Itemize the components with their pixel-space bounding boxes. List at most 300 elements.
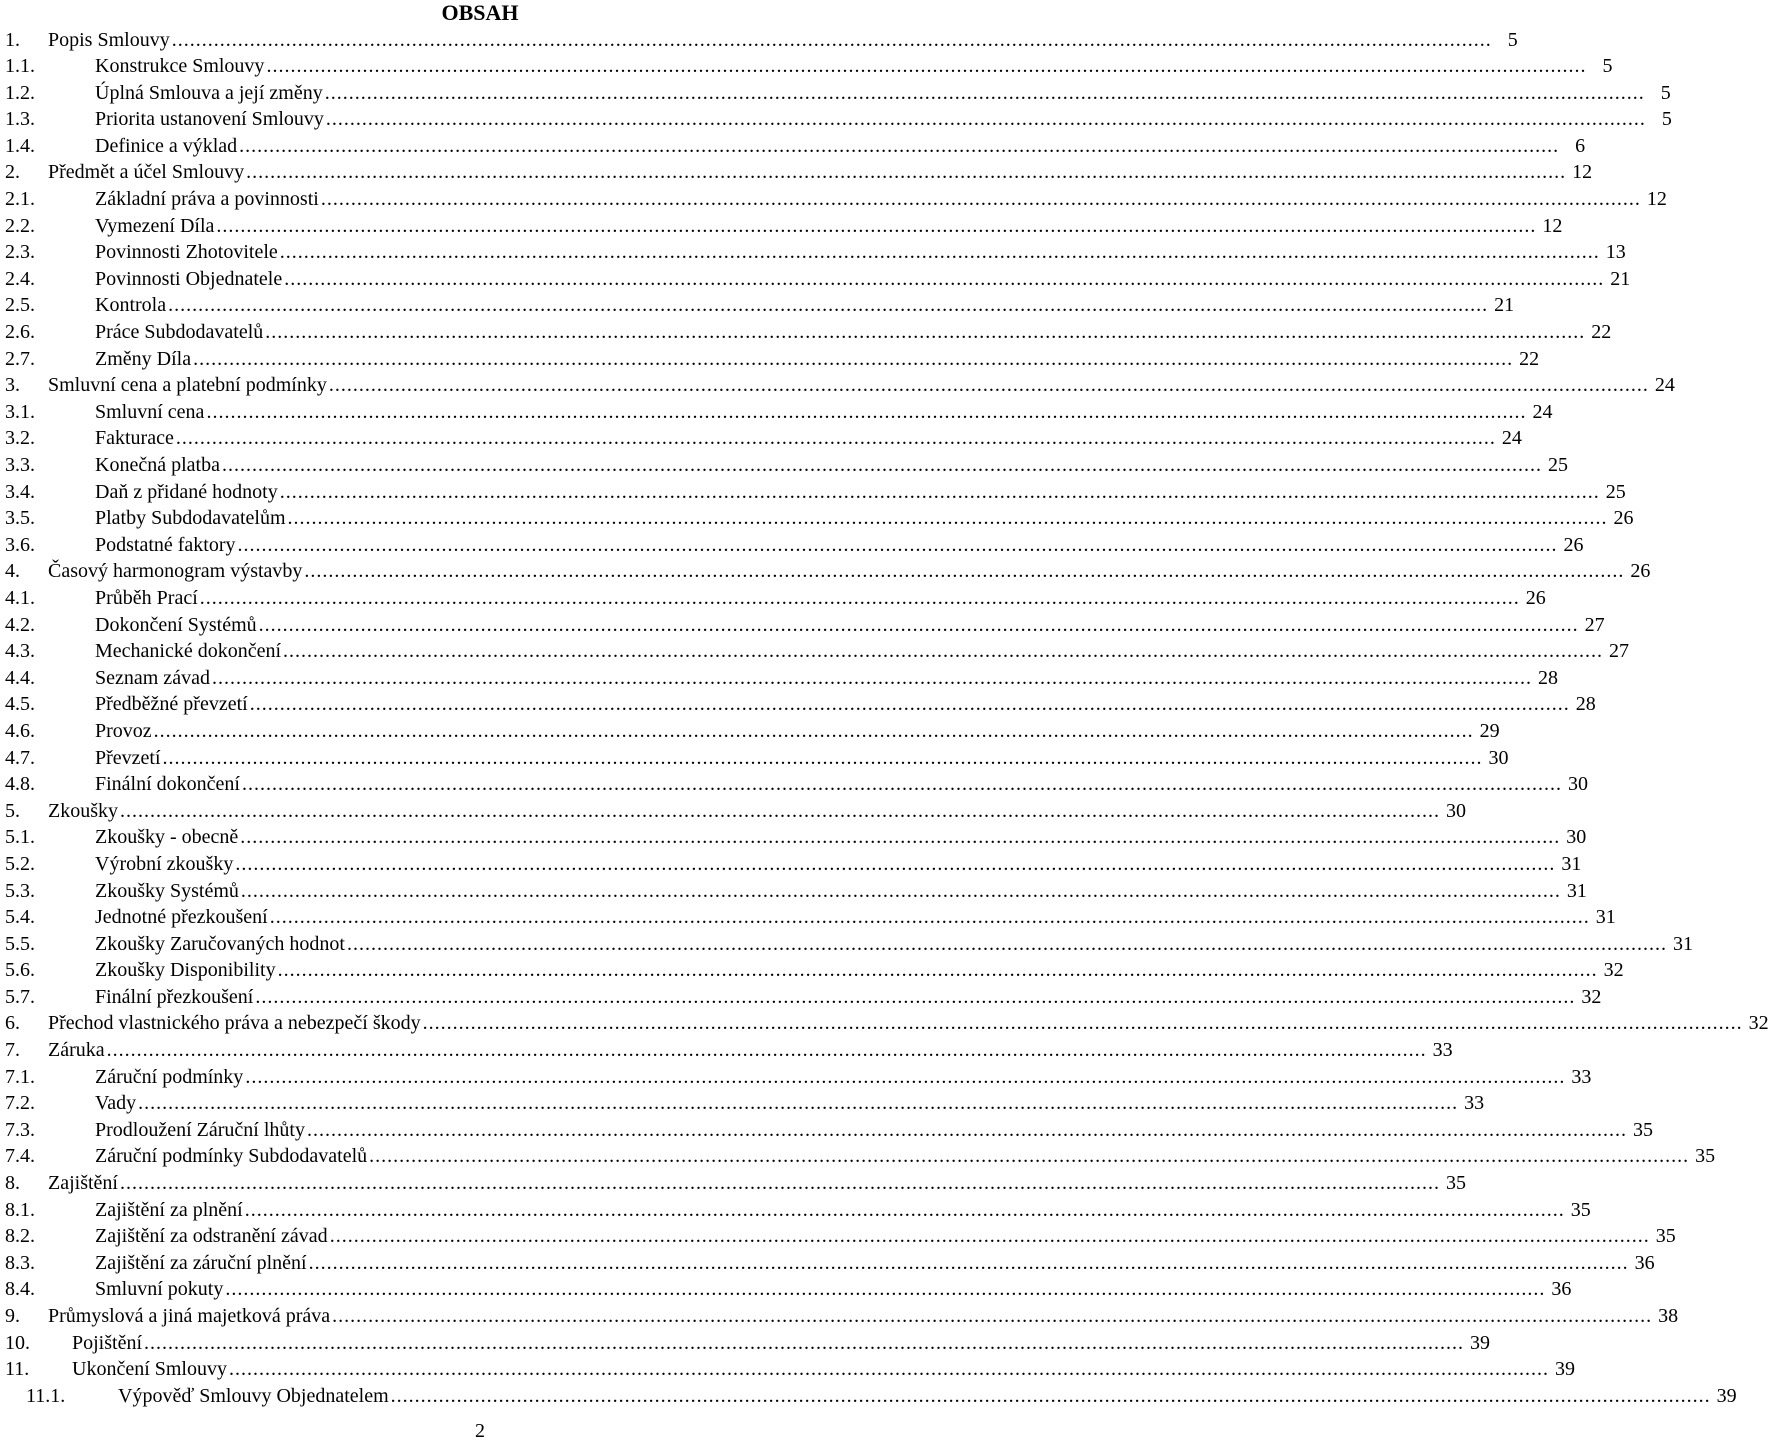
toc-entry[interactable]: [0, 425, 1522, 452]
toc-dot-leader: ............................................................................................................................................................................................................................: [266, 55, 1587, 78]
toc-entry-page: 32: [1581, 985, 1602, 1008]
toc-entry-body: [48, 159, 1593, 186]
toc-dot-leader: ............................................................................................................................................................................................................................: [171, 28, 1492, 51]
toc-entry-body: [95, 612, 1605, 639]
toc-entry-body: [95, 1090, 1485, 1117]
toc-entry-body: [95, 186, 1667, 213]
toc-entry[interactable]: [0, 904, 1616, 931]
toc-dot-leader: ............................................................................................................................................................................................................................: [168, 294, 1489, 317]
toc-entry[interactable]: [0, 585, 1546, 612]
toc-dot-leader: ............................................................................................................................................................................................................................: [308, 1251, 1629, 1274]
toc-entry[interactable]: [0, 1223, 1676, 1250]
toc-entry[interactable]: [0, 984, 1602, 1011]
toc-entry-label: Průmyslová a jiná majetková práva: [48, 1305, 331, 1327]
toc-entry-body: [95, 931, 1693, 958]
toc-entry-body: [72, 1356, 1575, 1383]
toc-entry[interactable]: [0, 213, 1563, 240]
toc-entry[interactable]: [0, 239, 1626, 266]
toc-entry-body: [95, 213, 1563, 240]
toc-entry-label: Zkoušky: [48, 799, 118, 822]
toc-entry-number: 8.4.: [5, 1278, 35, 1301]
toc-entry-body: [95, 824, 1587, 851]
toc-entry-label: Zajištění za plnění: [95, 1198, 243, 1221]
toc-entry-body: [95, 1117, 1653, 1144]
toc-entry-label: Zajištění za odstranění závad: [95, 1225, 328, 1248]
toc-dot-leader: ............................................................................................................................................................................................................................: [328, 374, 1649, 397]
toc-dot-leader: ............................................................................................................................................................................................................................: [306, 1118, 1627, 1141]
toc-entry-body: [48, 558, 1651, 585]
toc-dot-leader: ............................................................................................................................................................................................................................: [279, 480, 1600, 503]
toc-entry-page: 25: [1605, 480, 1626, 503]
toc-entry-number: 2.5.: [5, 294, 35, 317]
toc-entry[interactable]: [0, 798, 1466, 825]
toc-dot-leader: ............................................................................................................................................................................................................................: [106, 1039, 1427, 1062]
toc-entry-number: 5.1.: [5, 826, 35, 849]
toc-entry-page: 29: [1479, 719, 1500, 742]
toc-entry[interactable]: [0, 931, 1693, 958]
toc-entry-label: Předběžné převzetí: [95, 693, 248, 716]
toc-entry[interactable]: [0, 346, 1540, 373]
toc-entry-label: Fakturace: [95, 427, 174, 450]
toc-dot-leader: ............................................................................................................................................................................................................................: [193, 347, 1514, 370]
toc-entry[interactable]: [0, 1250, 1655, 1277]
toc-entry-page: 6: [1575, 134, 1586, 157]
toc-entry-page: 31: [1595, 906, 1616, 929]
toc-entry[interactable]: [0, 133, 1586, 160]
toc-entry-page: 5: [1507, 28, 1518, 51]
toc-dot-leader: ............................................................................................................................................................................................................................: [120, 799, 1440, 822]
toc-entry[interactable]: [0, 638, 1630, 665]
toc-entry-page: 30: [1567, 773, 1588, 796]
toc-entry-number: 3.4.: [5, 480, 35, 503]
toc-entry-page: 31: [1561, 852, 1582, 875]
toc-entry-label: Záruční podmínky: [95, 1065, 244, 1088]
toc-entry[interactable]: [0, 53, 1613, 80]
toc-entry-label: Smluvní pokuty: [95, 1278, 224, 1301]
toc-dot-leader: ............................................................................................................................................................................................................................: [304, 560, 1625, 583]
toc-entry-label: Zajištění za záruční plnění: [95, 1251, 307, 1274]
toc-entry-number: 2.7.: [5, 347, 35, 370]
toc-entry[interactable]: [0, 372, 1675, 399]
toc-entry-page: 26: [1613, 507, 1634, 530]
toc-entry[interactable]: [0, 771, 1588, 798]
toc-entry[interactable]: [0, 399, 1553, 426]
toc-entry-page: 36: [1634, 1251, 1655, 1274]
toc-entry-page: 27: [1584, 613, 1605, 636]
toc-entry-page: 25: [1547, 454, 1568, 476]
toc-dot-leader: ............................................................................................................................................................................................................................: [287, 507, 1608, 530]
toc-entry-number: 10.: [5, 1331, 30, 1354]
toc-entry[interactable]: [0, 957, 1624, 984]
toc-dot-leader: ............................................................................................................................................................................................................................: [249, 693, 1570, 716]
toc-entry-body: [95, 851, 1582, 878]
toc-dot-leader: ............................................................................................................................................................................................................................: [240, 879, 1561, 902]
toc-entry-number: 1.4.: [5, 134, 35, 157]
toc-entry-label: Vymezení Díla: [95, 214, 215, 237]
toc-entry[interactable]: [0, 1303, 1679, 1330]
toc-entry-label: Priorita ustanovení Smlouvy: [95, 108, 324, 131]
toc-dot-leader: ............................................................................................................................................................................................................................: [369, 1145, 1690, 1168]
toc-entry[interactable]: [0, 186, 1667, 213]
toc-dot-leader: ............................................................................................................................................................................................................................: [422, 1012, 1743, 1035]
toc-entry-number: 3.: [5, 374, 20, 397]
toc-entry-body: [95, 638, 1630, 665]
toc-dot-leader: ............................................................................................................................................................................................................................: [237, 533, 1558, 556]
toc-entry-number: 4.7.: [5, 746, 35, 769]
toc-entry-number: 1.: [5, 28, 20, 51]
toc-entry-page: 12: [1646, 188, 1667, 211]
toc-entry[interactable]: [0, 1090, 1485, 1117]
toc-entry-body: [95, 665, 1558, 692]
toc-entry-body: [48, 372, 1675, 399]
toc-entry-page: 21: [1494, 294, 1515, 317]
toc-entry-label: Změny Díla: [95, 347, 192, 370]
toc-entry-page: 24: [1532, 400, 1553, 423]
toc-dot-leader: ............................................................................................................................................................................................................................: [241, 773, 1562, 796]
toc-dot-leader: ............................................................................................................................................................................................................................: [229, 1358, 1549, 1381]
toc-entry[interactable]: [0, 612, 1605, 639]
toc-entry-label: Úplná Smlouva a její změny: [95, 81, 323, 104]
toc-entry-page: 31: [1566, 879, 1587, 902]
toc-entry-number: 7.3.: [5, 1118, 35, 1141]
toc-entry-number: 11.: [5, 1358, 30, 1381]
toc-dot-leader: ............................................................................................................................................................................................................................: [175, 427, 1496, 450]
toc-entry-number: 8.1.: [5, 1198, 35, 1221]
toc-entry[interactable]: [0, 159, 1593, 186]
toc-entry-label: Převzetí: [95, 746, 161, 769]
toc-entry-body: [95, 1143, 1716, 1170]
toc-entry-label: Popis Smlouvy: [48, 28, 170, 51]
toc-entry-number: 1.1.: [5, 55, 35, 78]
toc-entry-number: 4.2.: [5, 613, 35, 636]
toc-entry-page: 22: [1519, 347, 1540, 370]
toc-dot-leader: ............................................................................................................................................................................................................................: [211, 666, 1532, 689]
toc-entry-page: 24: [1501, 427, 1522, 450]
toc-entry-label: Konstrukce Smlouvy: [95, 55, 265, 78]
toc-entry[interactable]: [0, 80, 1671, 107]
toc-entry-number: 2.1.: [5, 188, 35, 211]
toc-dot-leader: ............................................................................................................................................................................................................................: [346, 932, 1667, 955]
toc-entry-number: 5.4.: [5, 906, 35, 929]
toc-entry-label: Zkoušky - obecně: [95, 826, 239, 849]
toc-dot-leader: ............................................................................................................................................................................................................................: [258, 613, 1579, 636]
toc-entry-number: 7.4.: [5, 1145, 35, 1168]
toc-entry-label: Seznam závad: [95, 666, 210, 689]
toc-entry-number: 8.: [5, 1172, 20, 1195]
toc-entry-body: [95, 1197, 1591, 1224]
toc-entry[interactable]: [0, 1143, 1716, 1170]
toc-entry[interactable]: [0, 1276, 1572, 1303]
toc-entry[interactable]: [0, 452, 1568, 479]
toc-entry-label: Mechanické dokončení: [95, 640, 282, 663]
toc-entry[interactable]: [0, 558, 1651, 585]
toc-dot-leader: ............................................................................................................................................................................................................................: [244, 1198, 1565, 1221]
toc-dot-leader: ............................................................................................................................................................................................................................: [325, 108, 1646, 131]
toc-entry-body: [95, 904, 1616, 931]
toc-entry-page: 12: [1572, 161, 1593, 184]
toc-dot-leader: ............................................................................................................................................................................................................................: [240, 826, 1561, 849]
toc-entry-page: 33: [1464, 1092, 1485, 1115]
toc-entry-body: [48, 1010, 1769, 1037]
toc-dot-leader: ............................................................................................................................................................................................................................: [245, 1065, 1566, 1088]
toc-entry-label: Zkoušky Disponibility: [95, 959, 276, 982]
toc-entry-number: 8.3.: [5, 1251, 35, 1274]
toc-entry-body: [48, 27, 1518, 54]
toc-entry-page: 5: [1660, 81, 1671, 104]
toc-entry[interactable]: [0, 851, 1582, 878]
toc-entry-body: [95, 505, 1634, 532]
toc-entry-label: Práce Subdodavatelů: [95, 321, 264, 344]
toc-entry-page: 33: [1432, 1039, 1453, 1062]
toc-entry-body: [95, 53, 1613, 80]
toc-entry-page: 5: [1602, 55, 1613, 78]
toc-entry-body: [95, 771, 1588, 798]
toc-entry-number: 9.: [5, 1305, 20, 1327]
toc-entry-body: [48, 1037, 1453, 1064]
toc-entry-number: 1.3.: [5, 108, 35, 131]
toc-entry-page: 28: [1575, 693, 1596, 716]
toc-entry-body: [95, 452, 1568, 479]
toc-dot-leader: ............................................................................................................................................................................................................................: [225, 1278, 1546, 1301]
toc-entry[interactable]: [0, 824, 1587, 851]
toc-entry-label: Zkoušky Systémů: [95, 879, 239, 902]
toc-entry-number: 2.: [5, 161, 20, 184]
toc-entry-label: Přechod vlastnického práva a nebezpečí škody: [48, 1012, 421, 1035]
toc-entry-label: Výrobní zkoušky: [95, 852, 234, 875]
toc-entry-number: 4.5.: [5, 693, 35, 716]
toc-dot-leader: ............................................................................................................................................................................................................................: [329, 1225, 1650, 1248]
toc-entry-number: 4.1.: [5, 586, 35, 609]
table-of-contents: [0, 27, 1769, 1410]
toc-entry-label: Kontrola: [95, 294, 167, 317]
toc-entry-page: 39: [1555, 1358, 1575, 1381]
toc-entry-body: [95, 266, 1631, 293]
toc-entry-number: 6.: [5, 1012, 20, 1035]
toc-entry-label: Vady: [95, 1092, 137, 1115]
toc-entry[interactable]: [0, 1117, 1653, 1144]
toc-entry-label: Ukončení Smlouvy: [72, 1358, 227, 1381]
toc-entry[interactable]: [0, 292, 1515, 319]
toc-entry-body: [95, 718, 1500, 745]
toc-entry-number: 3.1.: [5, 400, 35, 423]
toc-entry-number: 3.3.: [5, 454, 35, 476]
toc-entry-number: 3.2.: [5, 427, 35, 450]
toc-entry-number: 8.2.: [5, 1225, 35, 1248]
toc-entry-body: [95, 745, 1509, 772]
toc-entry-label: Daň z přidané hodnoty: [95, 480, 278, 503]
toc-entry-label: Povinnosti Objednatele: [95, 267, 283, 290]
toc-entry-page: 39: [1470, 1331, 1491, 1354]
toc-entry-number: 7.: [5, 1039, 20, 1062]
toc-entry-body: [48, 1303, 1679, 1330]
toc-entry-number: 5.6.: [5, 959, 35, 982]
toc-entry-number: 2.2.: [5, 214, 35, 237]
toc-entry-label: Podstatné faktory: [95, 533, 236, 556]
toc-entry-label: Zajištění: [48, 1172, 118, 1195]
toc-dot-leader: ............................................................................................................................................................................................................................: [324, 81, 1645, 104]
toc-entry-label: Finální přezkoušení: [95, 985, 254, 1008]
toc-entry-page: 5: [1661, 108, 1672, 131]
toc-entry[interactable]: [0, 1383, 1737, 1410]
toc-entry[interactable]: [0, 1197, 1591, 1224]
page-title: OBSAH: [441, 0, 519, 25]
toc-entry-number: 4.4.: [5, 666, 35, 689]
toc-dot-leader: ............................................................................................................................................................................................................................: [265, 321, 1586, 344]
toc-dot-leader: ............................................................................................................................................................................................................................: [235, 852, 1556, 875]
toc-entry-body: [95, 239, 1626, 266]
toc-entry[interactable]: [0, 1037, 1453, 1064]
toc-entry[interactable]: [0, 479, 1626, 506]
toc-entry[interactable]: [0, 266, 1631, 293]
toc-entry-page: 35: [1445, 1172, 1466, 1195]
toc-dot-leader: ............................................................................................................................................................................................................................: [138, 1092, 1459, 1115]
toc-entry-label: Platby Subdodavatelům: [95, 507, 286, 530]
toc-entry-page: 30: [1446, 799, 1466, 822]
toc-entry[interactable]: [0, 1330, 1491, 1357]
toc-entry-body: [95, 1276, 1572, 1303]
toc-entry-page: 12: [1542, 214, 1563, 237]
toc-entry-number: 2.6.: [5, 321, 35, 344]
toc-entry-number: 3.6.: [5, 533, 35, 556]
toc-entry-number: 7.2.: [5, 1092, 35, 1115]
toc-entry-number: 1.2.: [5, 81, 35, 104]
toc-entry-page: 32: [1603, 959, 1624, 982]
toc-entry-label: Smluvní cena a platební podmínky: [48, 374, 327, 397]
toc-entry-label: Záruční podmínky Subdodavatelů: [95, 1145, 368, 1168]
toc-entry-page: 26: [1525, 586, 1546, 609]
toc-entry-page: 33: [1571, 1065, 1592, 1088]
toc-entry-number: 5.3.: [5, 879, 35, 902]
toc-entry-label: Zkoušky Zaručovaných hodnot: [95, 932, 345, 955]
toc-entry-body: [95, 1223, 1676, 1250]
toc-entry-body: [95, 691, 1596, 718]
toc-dot-leader: ............................................................................................................................................................................................................................: [269, 906, 1590, 929]
toc-entry-page: 30: [1488, 746, 1509, 769]
toc-dot-leader: ............................................................................................................................................................................................................................: [199, 586, 1520, 609]
toc-entry-page: 27: [1609, 640, 1630, 663]
toc-entry-label: Smluvní cena: [95, 400, 205, 423]
toc-entry-number: 4.3.: [5, 640, 35, 663]
toc-dot-leader: ............................................................................................................................................................................................................................: [279, 241, 1600, 264]
toc-entry-page: 22: [1591, 321, 1612, 344]
toc-entry[interactable]: [0, 532, 1584, 559]
toc-dot-leader: ............................................................................................................................................................................................................................: [239, 134, 1560, 157]
toc-entry-page: 24: [1654, 374, 1675, 397]
toc-entry-number: 2.3.: [5, 241, 35, 264]
toc-entry-page: 13: [1605, 241, 1626, 264]
toc-entry-label: Předmět a účel Smlouvy: [48, 161, 245, 184]
toc-dot-leader: ............................................................................................................................................................................................................................: [332, 1305, 1653, 1327]
toc-entry-body: [95, 1250, 1655, 1277]
toc-entry-body: [95, 532, 1584, 559]
toc-entry[interactable]: [0, 319, 1612, 346]
toc-entry[interactable]: [0, 1170, 1466, 1197]
toc-entry[interactable]: [0, 691, 1596, 718]
toc-entry-page: 31: [1672, 932, 1693, 955]
toc-entry-number: 5.: [5, 799, 20, 822]
toc-entry-label: Finální dokončení: [95, 773, 240, 796]
toc-entry-label: Konečná platba: [95, 454, 220, 476]
toc-entry-page: 35: [1632, 1118, 1653, 1141]
toc-dot-leader: ............................................................................................................................................................................................................................: [162, 746, 1483, 769]
toc-entry-page: 36: [1551, 1278, 1572, 1301]
toc-entry[interactable]: [0, 745, 1509, 772]
toc-entry-page: 38: [1658, 1305, 1679, 1327]
toc-entry-body: [95, 585, 1546, 612]
page-number: 2: [475, 1420, 485, 1442]
toc-entry[interactable]: [0, 27, 1518, 54]
toc-entry-label: Provoz: [95, 719, 152, 742]
toc-entry-body: [95, 479, 1626, 506]
toc-entry-number: 3.5.: [5, 507, 35, 530]
toc-entry-body: [118, 1383, 1737, 1410]
toc-entry-body: [95, 346, 1540, 373]
toc-entry-label: Pojištění: [72, 1331, 143, 1354]
toc-entry[interactable]: [0, 665, 1558, 692]
toc-entry-body: [95, 425, 1522, 452]
toc-entry-number: 5.7.: [5, 985, 35, 1008]
toc-entry-page: 39: [1716, 1384, 1737, 1407]
toc-entry-label: Základní práva a povinnosti: [95, 188, 319, 211]
toc-entry[interactable]: [0, 505, 1634, 532]
toc-entry[interactable]: [0, 1010, 1769, 1037]
toc-entry-body: [95, 399, 1553, 426]
toc-entry-page: 35: [1655, 1225, 1676, 1248]
toc-dot-leader: ............................................................................................................................................................................................................................: [320, 188, 1641, 211]
toc-dot-leader: ............................................................................................................................................................................................................................: [119, 1172, 1440, 1195]
toc-entry-body: [72, 1330, 1491, 1357]
toc-entry-body: [95, 984, 1602, 1011]
toc-entry-label: Výpověď Smlouvy Objednatelem: [118, 1384, 389, 1407]
toc-entry-label: Časový harmonogram výstavby: [48, 560, 303, 583]
toc-entry-body: [95, 878, 1587, 905]
toc-dot-leader: ............................................................................................................................................................................................................................: [216, 214, 1537, 237]
toc-dot-leader: ............................................................................................................................................................................................................................: [144, 1331, 1465, 1354]
toc-entry-number: 7.1.: [5, 1065, 35, 1088]
toc-entry-body: [95, 106, 1672, 133]
toc-dot-leader: ............................................................................................................................................................................................................................: [390, 1384, 1711, 1407]
toc-entry-body: [95, 1064, 1592, 1091]
toc-entry-page: 32: [1748, 1012, 1769, 1035]
toc-entry-label: Definice a výklad: [95, 134, 238, 157]
toc-dot-leader: ............................................................................................................................................................................................................................: [284, 267, 1605, 290]
toc-entry-number: 2.4.: [5, 267, 35, 290]
toc-entry-number: 4.: [5, 560, 20, 583]
toc-entry-body: [95, 292, 1515, 319]
toc-entry[interactable]: [0, 1356, 1575, 1383]
toc-dot-leader: ............................................................................................................................................................................................................................: [246, 161, 1567, 184]
toc-entry-label: Prodloužení Záruční lhůty: [95, 1118, 305, 1141]
toc-entry[interactable]: [0, 106, 1672, 133]
toc-entry-body: [48, 1170, 1466, 1197]
toc-dot-leader: ............................................................................................................................................................................................................................: [206, 400, 1527, 423]
toc-entry-number: 4.6.: [5, 719, 35, 742]
toc-dot-leader: ............................................................................................................................................................................................................................: [153, 719, 1474, 742]
toc-entry[interactable]: [0, 878, 1587, 905]
toc-entry-page: 28: [1537, 666, 1558, 689]
toc-entry-label: Jednotné přezkoušení: [95, 906, 268, 929]
toc-entry[interactable]: [0, 718, 1500, 745]
toc-entry[interactable]: [0, 1064, 1592, 1091]
toc-entry-number: 5.5.: [5, 932, 35, 955]
toc-entry-body: [95, 957, 1624, 984]
toc-entry-page: 26: [1630, 560, 1651, 583]
toc-dot-leader: ............................................................................................................................................................................................................................: [283, 640, 1604, 663]
toc-entry-label: Dokončení Systémů: [95, 613, 257, 636]
toc-entry-label: Záruka: [48, 1039, 105, 1062]
toc-entry-page: 35: [1570, 1198, 1591, 1221]
toc-entry-page: 26: [1563, 533, 1584, 556]
